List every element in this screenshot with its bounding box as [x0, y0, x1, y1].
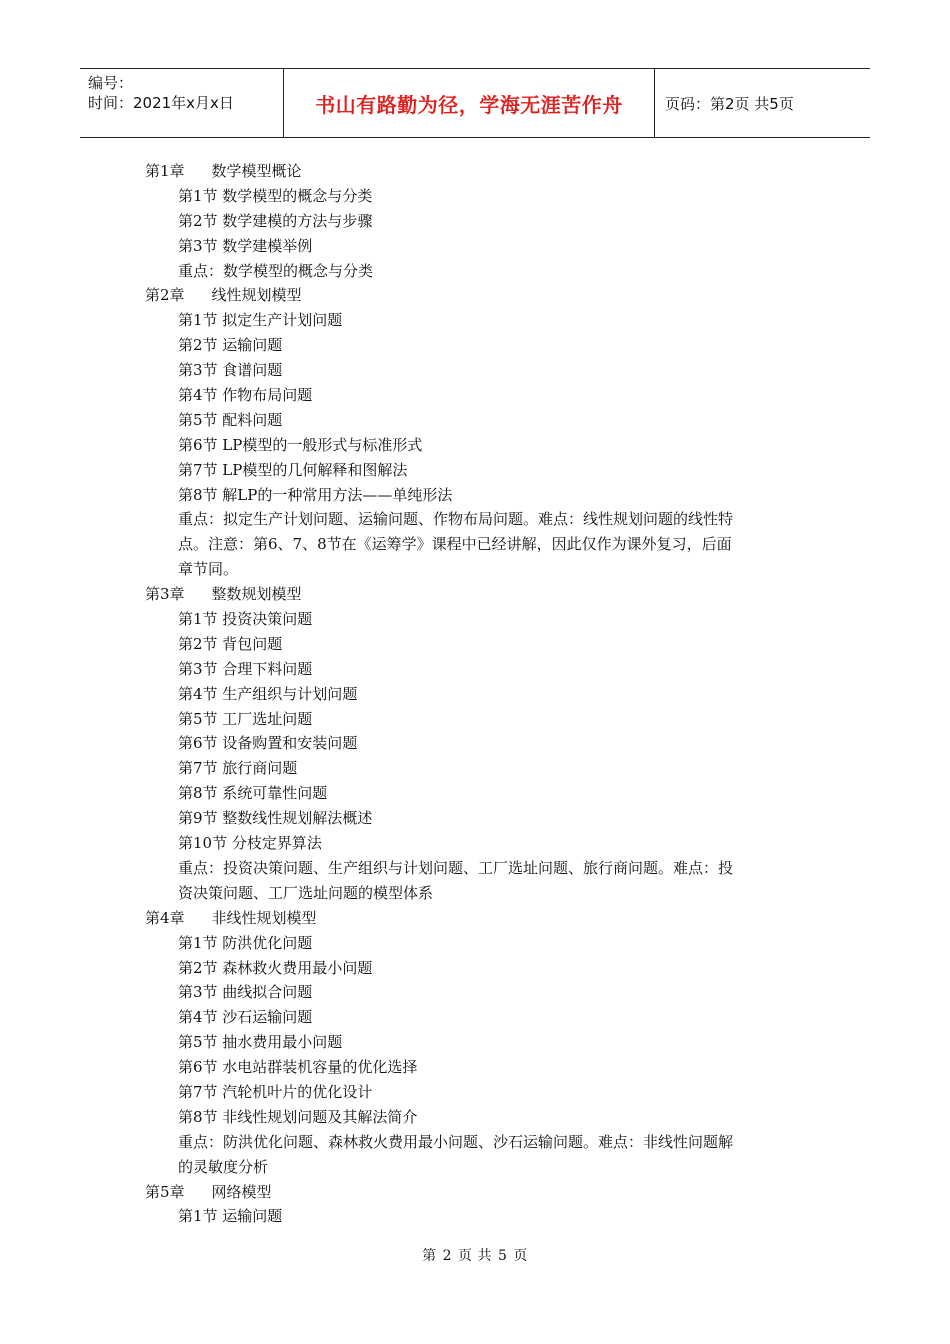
- section-item: 第4节 沙石运输问题: [178, 1008, 313, 1027]
- document-date-label: 时间：2021年x月x日: [88, 94, 234, 112]
- footer-suffix: 页: [513, 1248, 528, 1264]
- section-item: 第3节 食谱问题: [178, 361, 283, 380]
- chapter-heading: [145, 159, 805, 184]
- header-motto: 书山有路勤为径，学海无涯苦作舟: [283, 69, 655, 137]
- footer-page-number: 2: [442, 1248, 453, 1264]
- chapter-heading: [145, 283, 805, 308]
- section-item: 第2节 森林救火费用最小问题: [178, 958, 373, 977]
- header-page-label: 页码：第2页 共5页: [665, 94, 794, 113]
- page-footer: [0, 1245, 950, 1265]
- section-item: 第2节 背包问题: [178, 634, 283, 653]
- section-item: 第1节 数学模型的概念与分类: [178, 186, 373, 205]
- key-points-note: 章节同。: [178, 560, 239, 579]
- section-item: 第5节 配料问题: [178, 410, 283, 429]
- section-item: 第7节 汽轮机叶片的优化设计: [178, 1082, 373, 1101]
- chapter-title: 数学模型概论: [211, 162, 302, 180]
- key-points-note: 重点：投资决策问题、生产组织与计划问题、工厂选址问题、旅行商问题。难点：投: [178, 858, 734, 877]
- key-points-note: 重点：防洪优化问题、森林救火费用最小问题、沙石运输问题。难点：非线性问题解: [178, 1132, 734, 1151]
- section-item: 第7节 旅行商问题: [178, 759, 298, 778]
- section-item: 第4节 生产组织与计划问题: [178, 684, 358, 703]
- section-item: 第5节 工厂选址问题: [178, 709, 313, 728]
- header-meta: [80, 69, 283, 137]
- chapter-heading: [145, 906, 805, 931]
- section-item: 第4节 作物布局问题: [178, 386, 313, 405]
- chapter-title: 非线性规划模型: [211, 908, 317, 927]
- page-header: [80, 68, 870, 138]
- chapter-number: 第3章: [145, 585, 185, 604]
- section-item: 第3节 数学建模举例: [178, 236, 313, 255]
- section-item: 第6节 设备购置和安装问题: [178, 734, 358, 753]
- syllabus-content: [145, 159, 805, 1229]
- footer-total-pages: 5: [497, 1248, 508, 1264]
- section-item: 第3节 合理下料问题: [178, 659, 313, 678]
- key-points-note: 重点：数学模型的概念与分类: [178, 261, 374, 280]
- section-item: 第8节 非线性规划问题及其解法简介: [178, 1107, 418, 1126]
- key-points-note: 点。注意：第6、7、8节在《运筹学》课程中已经讲解，因此仅作为课外复习，后面: [178, 535, 732, 554]
- section-item: 第9节 整数线性规划解法概述: [178, 809, 373, 828]
- key-points-note: 的灵敏度分析: [178, 1157, 269, 1176]
- section-item: 第6节 LP模型的一般形式与标准形式: [178, 435, 423, 454]
- section-item: 第1节 拟定生产计划问题: [178, 311, 343, 330]
- section-item: 第8节 解LP的一种常用方法——单纯形法: [178, 485, 453, 504]
- section-item: 第1节 投资决策问题: [178, 610, 313, 629]
- chapter-title: 整数规划模型: [211, 585, 302, 604]
- chapter-number: 第4章: [145, 908, 185, 927]
- chapter-heading: [145, 582, 805, 607]
- key-points-note: 重点：拟定生产计划问题、运输问题、作物布局问题。难点：线性规划问题的线性特: [178, 510, 734, 529]
- chapter-number: 第2章: [145, 286, 185, 305]
- section-item: 第10节 分枝定界算法: [178, 834, 322, 853]
- chapter-number: 第1章: [145, 162, 185, 180]
- section-item: 第8节 系统可靠性问题: [178, 784, 328, 803]
- section-item: 第5节 抽水费用最小问题: [178, 1033, 343, 1052]
- document-number-label: 编号：: [88, 74, 134, 92]
- section-item: 第2节 数学建模的方法与步骤: [178, 211, 373, 230]
- footer-prefix: 第: [422, 1248, 437, 1264]
- key-points-note: 资决策问题、工厂选址问题的模型体系: [178, 883, 434, 902]
- chapter-heading: [145, 1180, 805, 1205]
- section-item: 第2节 运输问题: [178, 336, 283, 355]
- chapter-number: 第5章: [145, 1182, 185, 1201]
- section-item: 第3节 曲线拟合问题: [178, 983, 313, 1002]
- section-item: 第1节 防洪优化问题: [178, 933, 313, 952]
- section-item: 第7节 LP模型的几何解释和图解法: [178, 460, 408, 479]
- section-item: 第6节 水电站群装机容量的优化选择: [178, 1058, 418, 1077]
- chapter-title: 线性规划模型: [211, 286, 302, 305]
- footer-middle: 页 共: [458, 1248, 492, 1264]
- chapter-title: 网络模型: [211, 1182, 272, 1201]
- section-item: 第1节 运输问题: [178, 1207, 283, 1226]
